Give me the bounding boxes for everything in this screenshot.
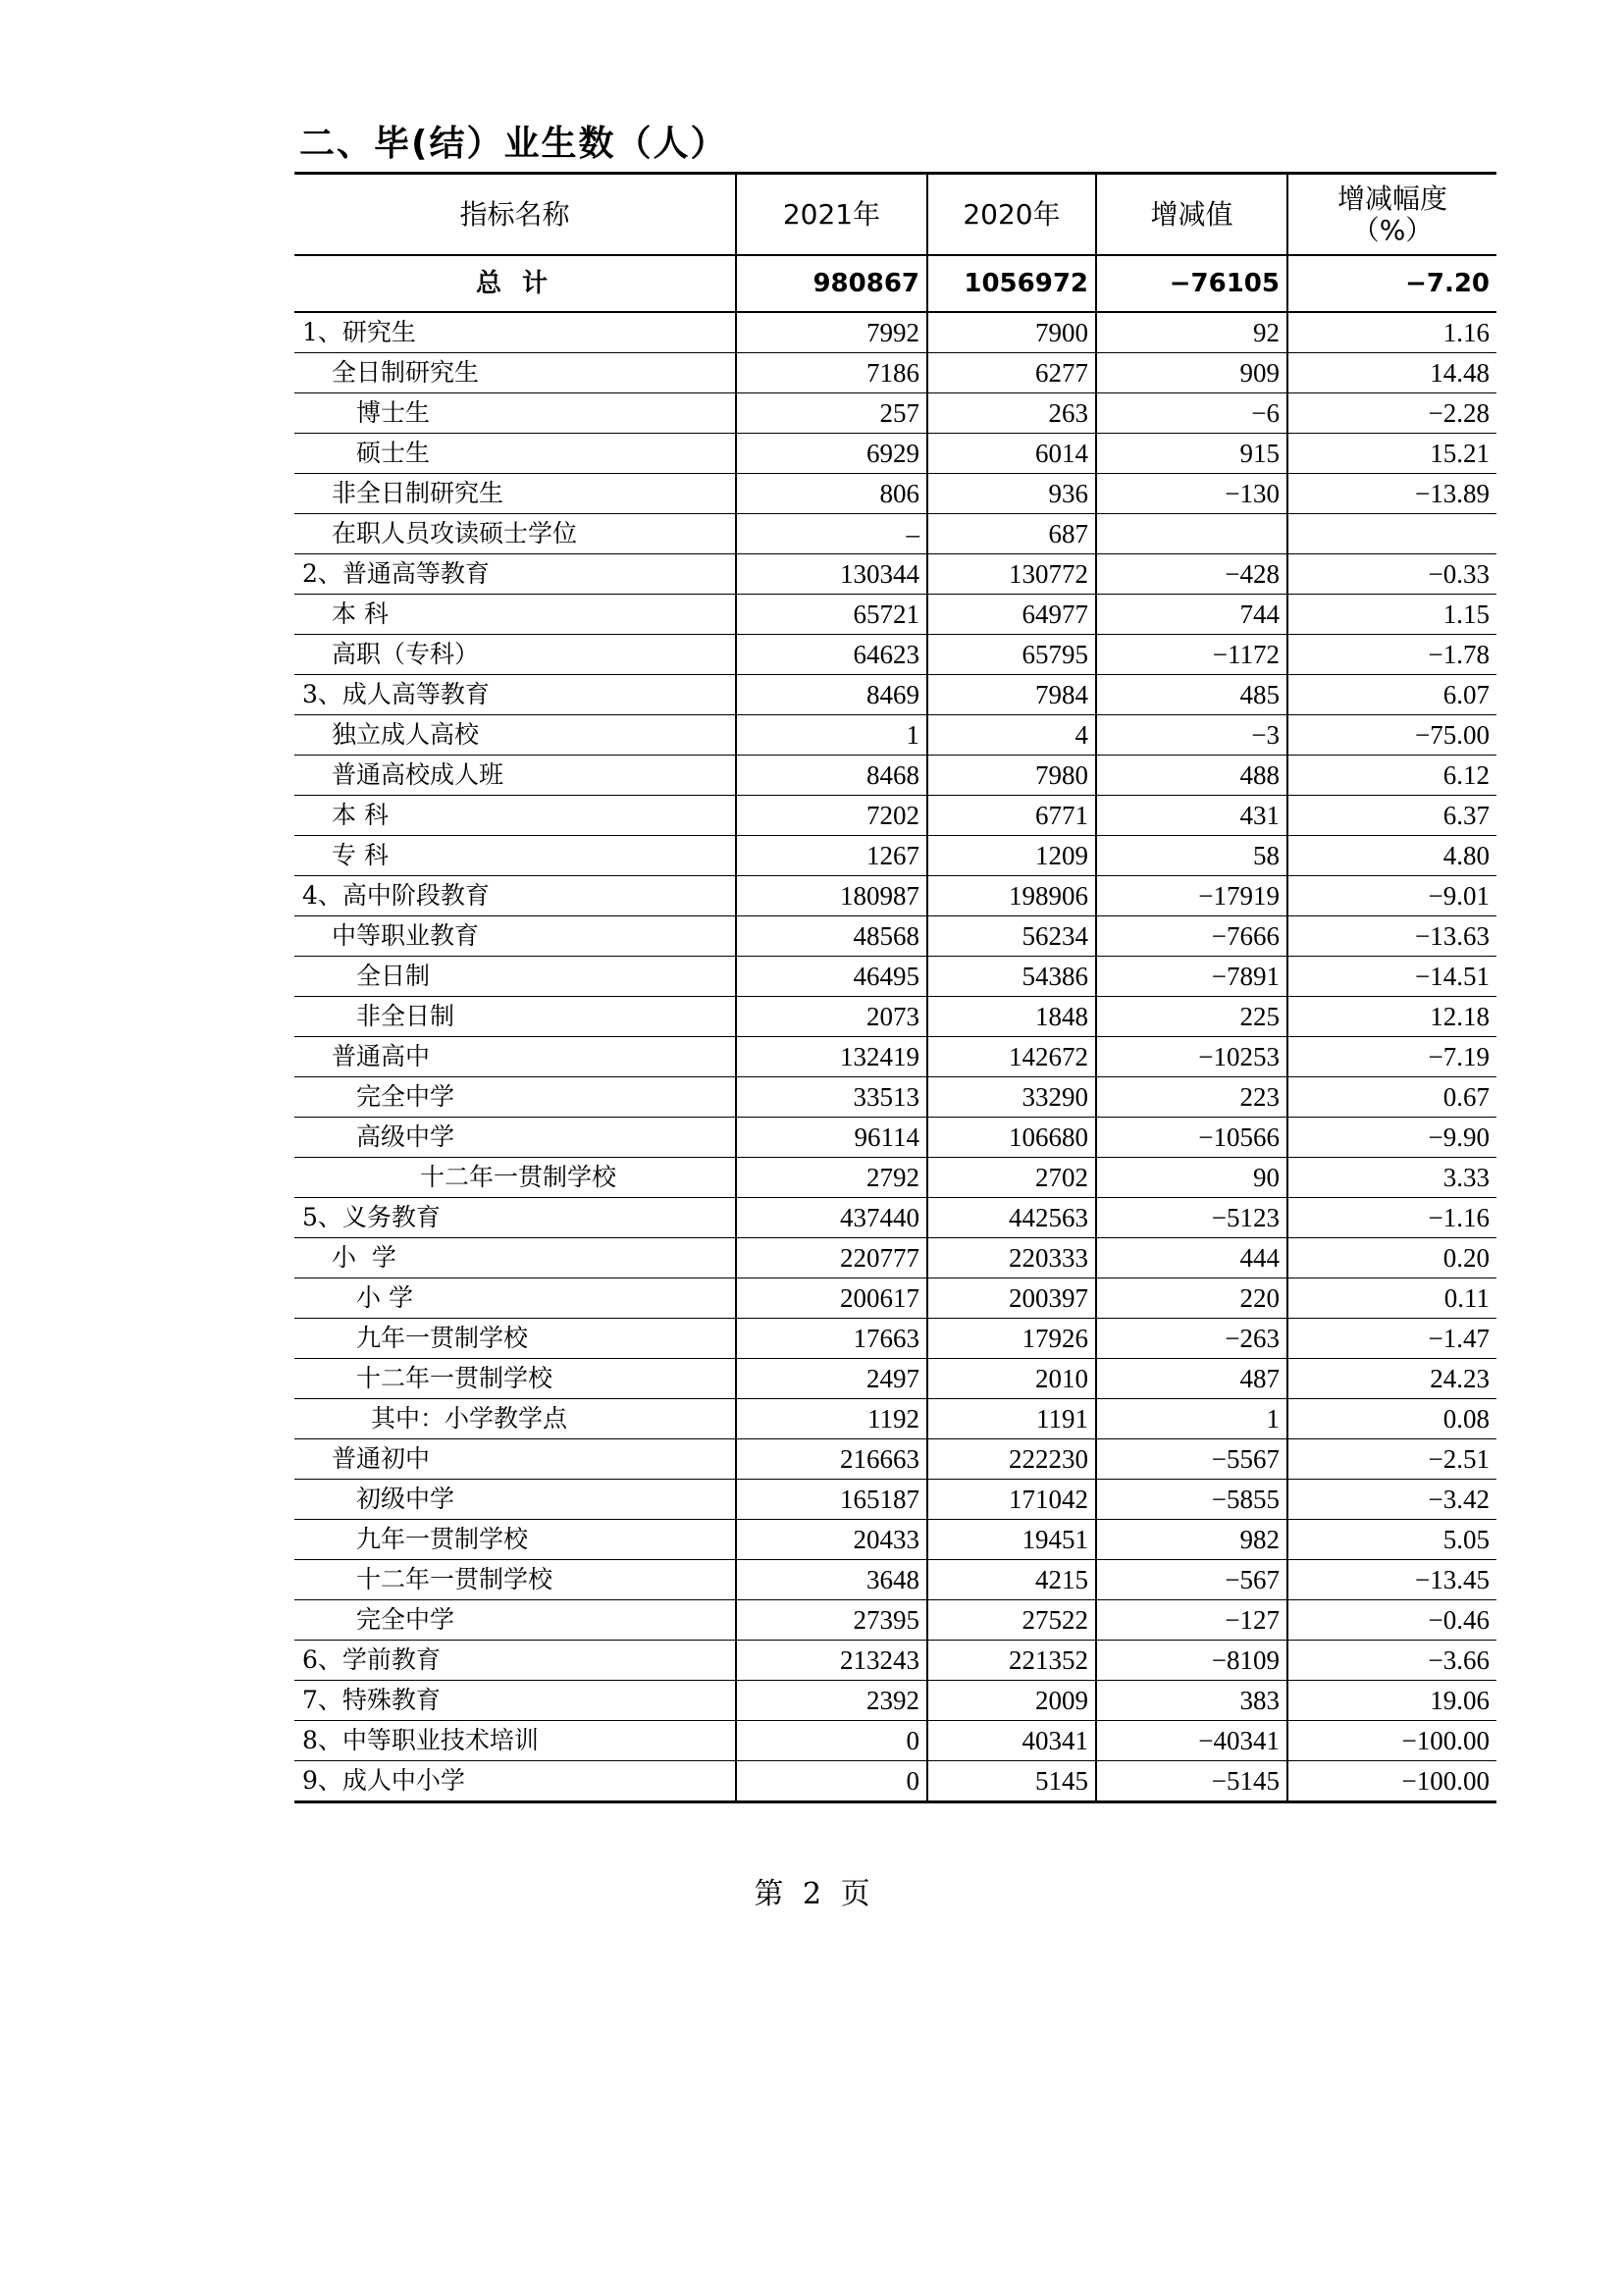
row-change: −5855 <box>1096 1480 1287 1520</box>
table-row <box>294 1238 1496 1278</box>
row-name: 完全中学 <box>294 1600 736 1641</box>
row-2020: 200397 <box>927 1278 1096 1319</box>
row-name: 在职人员攻读硕士学位 <box>294 514 736 554</box>
table-row <box>294 715 1496 756</box>
row-name: 博士生 <box>294 393 736 434</box>
row-2020: 6771 <box>927 796 1096 836</box>
row-2021: 0 <box>736 1761 927 1802</box>
row-change: −7891 <box>1096 957 1287 997</box>
row-2021: 2073 <box>736 997 927 1037</box>
row-2021: 213243 <box>736 1641 927 1681</box>
row-name: 十二年一贯制学校 <box>294 1359 736 1399</box>
row-2020: 1191 <box>927 1399 1096 1439</box>
row-2021: 257 <box>736 393 927 434</box>
row-change: 982 <box>1096 1520 1287 1560</box>
row-2021: 180987 <box>736 876 927 916</box>
row-percent: −1.47 <box>1287 1319 1496 1359</box>
row-change: −5567 <box>1096 1439 1287 1480</box>
row-2021: 132419 <box>736 1037 927 1077</box>
table-body <box>294 255 1496 1802</box>
row-2020: 222230 <box>927 1439 1096 1480</box>
row-change: 915 <box>1096 434 1287 474</box>
row-percent: 1.15 <box>1287 595 1496 635</box>
row-2020: 142672 <box>927 1037 1096 1077</box>
row-2020: 4215 <box>927 1560 1096 1600</box>
row-2020: 106680 <box>927 1118 1096 1158</box>
row-2020: 6277 <box>927 353 1096 393</box>
row-2020: 171042 <box>927 1480 1096 1520</box>
row-2020: 65795 <box>927 635 1096 675</box>
row-2020: 56234 <box>927 916 1096 957</box>
row-percent: 5.05 <box>1287 1520 1496 1560</box>
row-name: 其中：小学教学点 <box>294 1399 736 1439</box>
row-name: 8、中等职业技术培训 <box>294 1721 736 1761</box>
row-percent: −2.28 <box>1287 393 1496 434</box>
row-name: 九年一贯制学校 <box>294 1520 736 1560</box>
table-row <box>294 434 1496 474</box>
row-percent: −2.51 <box>1287 1439 1496 1480</box>
row-2020: 64977 <box>927 595 1096 635</box>
row-change: 383 <box>1096 1681 1287 1721</box>
row-2021: 33513 <box>736 1077 927 1118</box>
row-change: −428 <box>1096 554 1287 595</box>
row-2021: 1 <box>736 715 927 756</box>
row-change: −10253 <box>1096 1037 1287 1077</box>
row-change: −17919 <box>1096 876 1287 916</box>
row-percent: 19.06 <box>1287 1681 1496 1721</box>
row-change: −3 <box>1096 715 1287 756</box>
row-2020: 6014 <box>927 434 1096 474</box>
table-row <box>294 1761 1496 1802</box>
table-row <box>294 1037 1496 1077</box>
row-change <box>1096 514 1287 554</box>
graduates-table <box>294 172 1496 1803</box>
row-2021: – <box>736 514 927 554</box>
row-2021: 1267 <box>736 836 927 876</box>
row-percent: 12.18 <box>1287 997 1496 1037</box>
row-change: 909 <box>1096 353 1287 393</box>
row-name: 本 科 <box>294 796 736 836</box>
table-header <box>294 174 1496 256</box>
row-2021: 64623 <box>736 635 927 675</box>
row-2020: 687 <box>927 514 1096 554</box>
header-change-value: 增减值 <box>1096 174 1287 256</box>
row-percent: −13.63 <box>1287 916 1496 957</box>
table-row <box>294 635 1496 675</box>
row-change: −567 <box>1096 1560 1287 1600</box>
row-2020: 1848 <box>927 997 1096 1037</box>
row-name: 普通高校成人班 <box>294 756 736 796</box>
table-row <box>294 474 1496 514</box>
row-change: 92 <box>1096 312 1287 353</box>
table-row <box>294 1681 1496 1721</box>
row-percent: 0.11 <box>1287 1278 1496 1319</box>
row-name: 6、学前教育 <box>294 1641 736 1681</box>
row-percent: −100.00 <box>1287 1761 1496 1802</box>
row-change: −5123 <box>1096 1198 1287 1238</box>
row-2021: 8468 <box>736 756 927 796</box>
row-2021: 1192 <box>736 1399 927 1439</box>
row-2020: 33290 <box>927 1077 1096 1118</box>
row-name: 本 科 <box>294 595 736 635</box>
row-2021: 2497 <box>736 1359 927 1399</box>
row-change: −130 <box>1096 474 1287 514</box>
row-percent: −13.89 <box>1287 474 1496 514</box>
table-row <box>294 1077 1496 1118</box>
table-row <box>294 595 1496 635</box>
row-2021: 2392 <box>736 1681 927 1721</box>
total-row <box>294 255 1496 312</box>
table-row <box>294 916 1496 957</box>
total-2020: 1056972 <box>927 255 1096 312</box>
total-change: −76105 <box>1096 255 1287 312</box>
row-2021: 0 <box>736 1721 927 1761</box>
row-name: 十二年一贯制学校 <box>294 1560 736 1600</box>
row-2020: 5145 <box>927 1761 1096 1802</box>
row-2021: 65721 <box>736 595 927 635</box>
row-percent <box>1287 514 1496 554</box>
row-percent: 0.67 <box>1287 1077 1496 1118</box>
row-percent: 15.21 <box>1287 434 1496 474</box>
table-row <box>294 1118 1496 1158</box>
row-2021: 3648 <box>736 1560 927 1600</box>
row-change: 488 <box>1096 756 1287 796</box>
row-name: 9、成人中小学 <box>294 1761 736 1802</box>
row-percent: −1.78 <box>1287 635 1496 675</box>
row-change: −40341 <box>1096 1721 1287 1761</box>
row-percent: −7.19 <box>1287 1037 1496 1077</box>
table-row <box>294 514 1496 554</box>
table-row <box>294 1399 1496 1439</box>
table-row <box>294 312 1496 353</box>
table-row <box>294 756 1496 796</box>
row-2021: 48568 <box>736 916 927 957</box>
row-percent: −13.45 <box>1287 1560 1496 1600</box>
section-title: 二、毕(结）业生数（人） <box>299 124 728 164</box>
row-name: 4、高中阶段教育 <box>294 876 736 916</box>
table-row <box>294 876 1496 916</box>
row-percent: −0.46 <box>1287 1600 1496 1641</box>
row-name: 全日制 <box>294 957 736 997</box>
row-percent: 4.80 <box>1287 836 1496 876</box>
row-2021: 806 <box>736 474 927 514</box>
row-name: 非全日制研究生 <box>294 474 736 514</box>
row-percent: 3.33 <box>1287 1158 1496 1198</box>
row-2020: 198906 <box>927 876 1096 916</box>
row-2020: 220333 <box>927 1238 1096 1278</box>
table-row <box>294 1520 1496 1560</box>
row-change: 444 <box>1096 1238 1287 1278</box>
row-change: −7666 <box>1096 916 1287 957</box>
row-percent: −3.66 <box>1287 1641 1496 1681</box>
table-row <box>294 675 1496 715</box>
row-2020: 442563 <box>927 1198 1096 1238</box>
row-percent: −1.16 <box>1287 1198 1496 1238</box>
page-number: 第 2 页 <box>754 1877 870 1911</box>
header-year-2020: 2020年 <box>927 174 1096 256</box>
row-name: 小 学 <box>294 1278 736 1319</box>
row-change: 220 <box>1096 1278 1287 1319</box>
row-percent: 6.07 <box>1287 675 1496 715</box>
row-2021: 2792 <box>736 1158 927 1198</box>
row-name: 十二年一贯制学校 <box>294 1158 736 1198</box>
row-2020: 40341 <box>927 1721 1096 1761</box>
row-change: 487 <box>1096 1359 1287 1399</box>
row-percent: 0.20 <box>1287 1238 1496 1278</box>
row-change: 485 <box>1096 675 1287 715</box>
row-name: 专 科 <box>294 836 736 876</box>
row-2020: 17926 <box>927 1319 1096 1359</box>
row-change: 58 <box>1096 836 1287 876</box>
row-change: 744 <box>1096 595 1287 635</box>
row-change: 225 <box>1096 997 1287 1037</box>
header-year-2021: 2021年 <box>736 174 927 256</box>
row-2020: 221352 <box>927 1641 1096 1681</box>
row-name: 2、普通高等教育 <box>294 554 736 595</box>
table-row <box>294 1158 1496 1198</box>
row-2020: 19451 <box>927 1520 1096 1560</box>
row-2020: 263 <box>927 393 1096 434</box>
row-2021: 6929 <box>736 434 927 474</box>
table-row <box>294 1359 1496 1399</box>
row-name: 初级中学 <box>294 1480 736 1520</box>
row-2021: 216663 <box>736 1439 927 1480</box>
row-percent: −100.00 <box>1287 1721 1496 1761</box>
row-change: −1172 <box>1096 635 1287 675</box>
row-name: 普通高中 <box>294 1037 736 1077</box>
row-name: 非全日制 <box>294 997 736 1037</box>
row-2020: 54386 <box>927 957 1096 997</box>
row-name: 九年一贯制学校 <box>294 1319 736 1359</box>
row-2020: 27522 <box>927 1600 1096 1641</box>
row-change: 90 <box>1096 1158 1287 1198</box>
row-name: 独立成人高校 <box>294 715 736 756</box>
row-2020: 2702 <box>927 1158 1096 1198</box>
header-change-percent: 增减幅度（%） <box>1287 174 1496 256</box>
row-2021: 200617 <box>736 1278 927 1319</box>
row-name: 1、研究生 <box>294 312 736 353</box>
header-row <box>294 174 1496 256</box>
row-2021: 17663 <box>736 1319 927 1359</box>
row-2020: 4 <box>927 715 1096 756</box>
row-change: 431 <box>1096 796 1287 836</box>
table-row <box>294 1480 1496 1520</box>
row-2020: 7900 <box>927 312 1096 353</box>
row-change: −263 <box>1096 1319 1287 1359</box>
row-percent: 6.12 <box>1287 756 1496 796</box>
row-change: 1 <box>1096 1399 1287 1439</box>
row-2020: 936 <box>927 474 1096 514</box>
row-2021: 437440 <box>736 1198 927 1238</box>
row-percent: −3.42 <box>1287 1480 1496 1520</box>
row-change: −127 <box>1096 1600 1287 1641</box>
table-row <box>294 1319 1496 1359</box>
row-name: 高级中学 <box>294 1118 736 1158</box>
row-2021: 7992 <box>736 312 927 353</box>
row-change: 223 <box>1096 1077 1287 1118</box>
table-row <box>294 393 1496 434</box>
row-2020: 7984 <box>927 675 1096 715</box>
table-row <box>294 1198 1496 1238</box>
row-change: −8109 <box>1096 1641 1287 1681</box>
table-row <box>294 554 1496 595</box>
row-name: 高职（专科） <box>294 635 736 675</box>
row-name: 7、特殊教育 <box>294 1681 736 1721</box>
row-percent: −9.01 <box>1287 876 1496 916</box>
row-2020: 7980 <box>927 756 1096 796</box>
row-percent: 14.48 <box>1287 353 1496 393</box>
row-percent: −9.90 <box>1287 1118 1496 1158</box>
row-name: 3、成人高等教育 <box>294 675 736 715</box>
table-row <box>294 1560 1496 1600</box>
table-row <box>294 1721 1496 1761</box>
table-row <box>294 836 1496 876</box>
row-2020: 2010 <box>927 1359 1096 1399</box>
row-percent: 0.08 <box>1287 1399 1496 1439</box>
table-row <box>294 796 1496 836</box>
table-row <box>294 1278 1496 1319</box>
table-row <box>294 1641 1496 1681</box>
table-row <box>294 997 1496 1037</box>
row-name: 全日制研究生 <box>294 353 736 393</box>
total-2021: 980867 <box>736 255 927 312</box>
row-2021: 96114 <box>736 1118 927 1158</box>
row-percent: −0.33 <box>1287 554 1496 595</box>
row-2021: 7186 <box>736 353 927 393</box>
row-change: −10566 <box>1096 1118 1287 1158</box>
total-percent: −7.20 <box>1287 255 1496 312</box>
row-percent: 6.37 <box>1287 796 1496 836</box>
row-change: −6 <box>1096 393 1287 434</box>
row-2021: 8469 <box>736 675 927 715</box>
row-2020: 1209 <box>927 836 1096 876</box>
row-name: 小 学 <box>294 1238 736 1278</box>
table-row <box>294 957 1496 997</box>
row-2021: 46495 <box>736 957 927 997</box>
row-2020: 2009 <box>927 1681 1096 1721</box>
row-2021: 165187 <box>736 1480 927 1520</box>
table-row <box>294 1600 1496 1641</box>
row-name: 普通初中 <box>294 1439 736 1480</box>
row-percent: 1.16 <box>1287 312 1496 353</box>
row-percent: −14.51 <box>1287 957 1496 997</box>
row-percent: −75.00 <box>1287 715 1496 756</box>
row-2021: 27395 <box>736 1600 927 1641</box>
row-2021: 20433 <box>736 1520 927 1560</box>
table-row <box>294 353 1496 393</box>
total-label: 总 计 <box>294 255 736 312</box>
header-indicator-name: 指标名称 <box>294 174 736 256</box>
row-2021: 130344 <box>736 554 927 595</box>
row-2021: 7202 <box>736 796 927 836</box>
row-change: −5145 <box>1096 1761 1287 1802</box>
table-row <box>294 1439 1496 1480</box>
row-2021: 220777 <box>736 1238 927 1278</box>
row-name: 5、义务教育 <box>294 1198 736 1238</box>
row-name: 完全中学 <box>294 1077 736 1118</box>
row-name: 硕士生 <box>294 434 736 474</box>
row-2020: 130772 <box>927 554 1096 595</box>
row-name: 中等职业教育 <box>294 916 736 957</box>
row-percent: 24.23 <box>1287 1359 1496 1399</box>
